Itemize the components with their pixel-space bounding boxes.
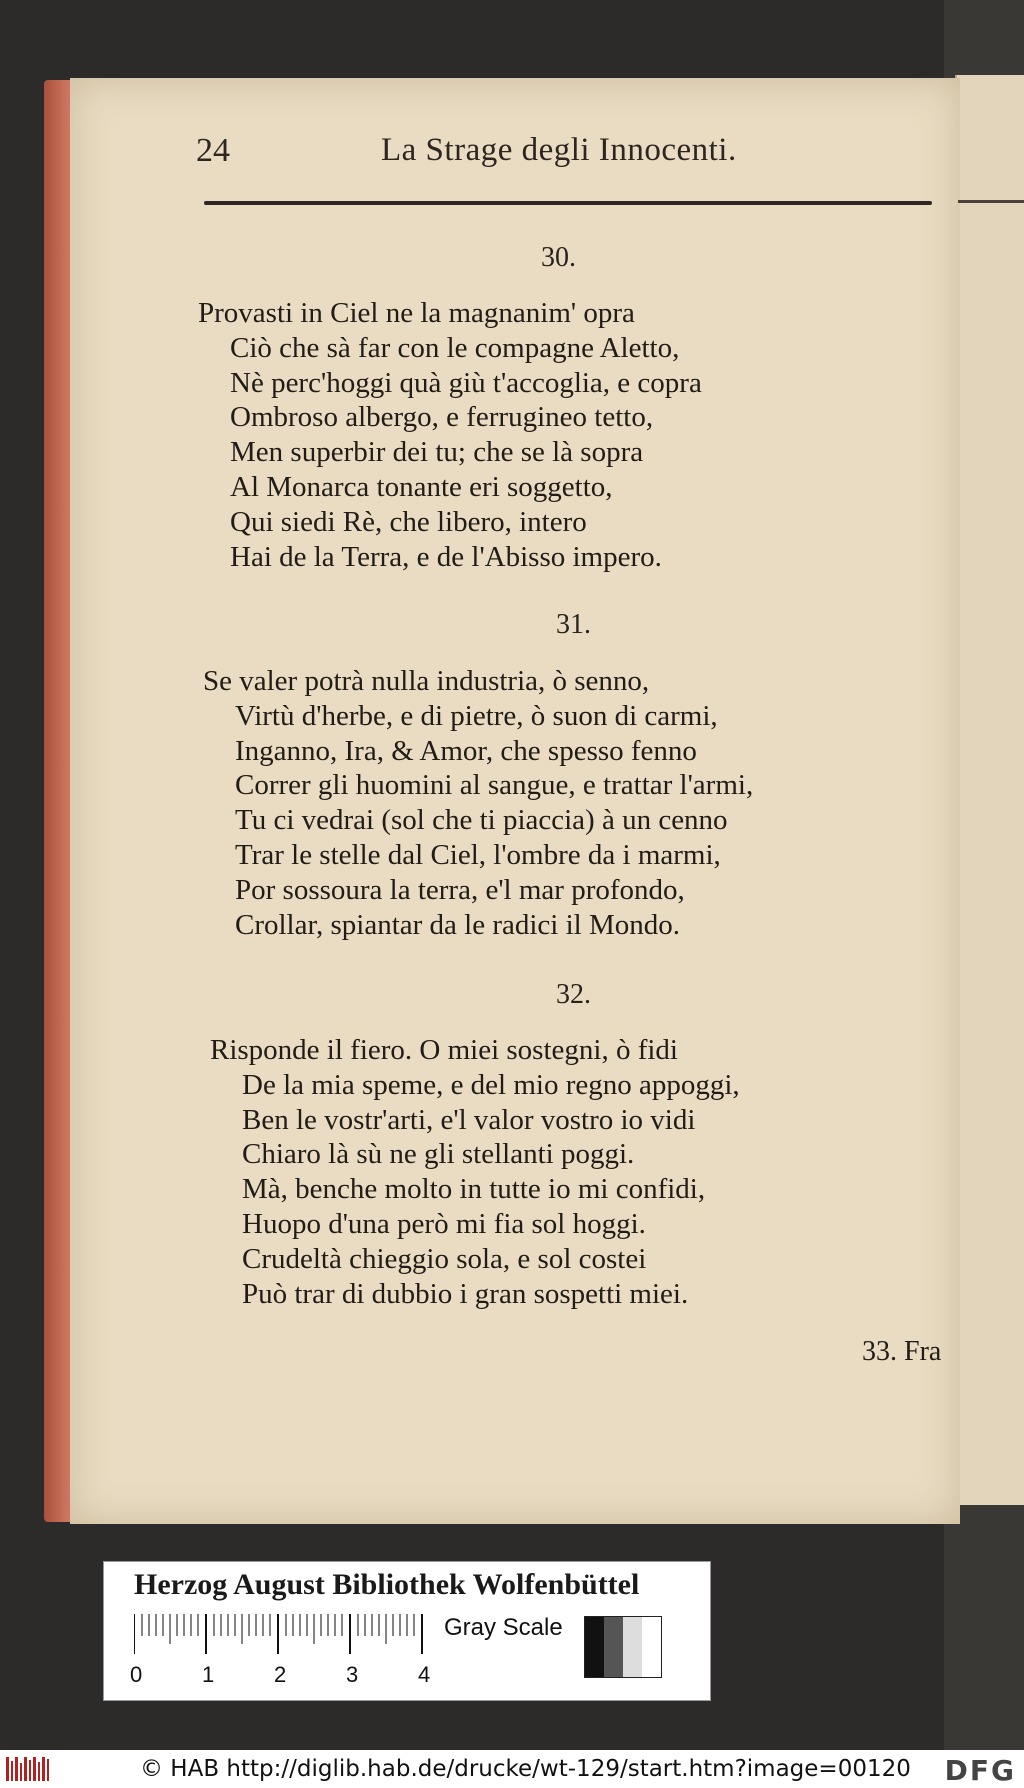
catchword: 33. Fra <box>862 1336 942 1367</box>
verse-line: Può trar di dubbio i gran sospetti miei. <box>242 1277 689 1310</box>
ruler-scale-icon <box>134 1614 434 1658</box>
stanza-number: 32. <box>556 979 591 1010</box>
library-scale-label <box>103 1561 711 1701</box>
verse-line: Provasti in Ciel ne la magnanim' opra <box>198 297 635 329</box>
hab-logo-icon <box>6 1755 50 1783</box>
verse-line: Se valer potrà nulla industria, ò senno, <box>203 665 650 697</box>
facing-page-edge <box>955 75 1024 1505</box>
ruler-number: 3 <box>346 1662 359 1687</box>
verse-line: Men superbir dei tu; che se là sopra <box>230 436 644 469</box>
stanza-30 <box>198 296 702 574</box>
verse-line: Huopo d'una però mi fia sol hoggi. <box>242 1207 646 1240</box>
verse-line: Risponde il fiero. O miei sostegni, ò fidi <box>210 1034 678 1066</box>
header-rule <box>204 201 932 205</box>
ruler-number: 4 <box>418 1662 431 1687</box>
verse-line: Tu ci vedrai (sol che ti piaccia) à un cenno <box>235 804 728 837</box>
verse-line: Ombroso albergo, e ferrugineo tetto, <box>230 401 654 434</box>
ruler-number: 0 <box>130 1662 143 1687</box>
verse-line: Al Monarca tonante eri soggetto, <box>230 470 613 503</box>
verse-line: Crollar, spiantar da le radici il Mondo. <box>235 908 680 941</box>
verse-line: Correr gli huomini al sangue, e trattar l'armi, <box>235 769 754 802</box>
verse-line: Hai de la Terra, e de l'Abisso impero. <box>230 540 662 573</box>
stanza-number: 31. <box>556 609 591 640</box>
stanza-31 <box>203 664 753 942</box>
gray-scale-label: Gray Scale <box>444 1614 563 1641</box>
verse-line: Ben le vostr'arti, e'l valor vostro io vidi <box>242 1103 696 1136</box>
facing-page-rule <box>958 200 1024 203</box>
page-number: 24 <box>196 132 230 169</box>
verse-line: Qui siedi Rè, che libero, intero <box>230 505 587 538</box>
ruler-number: 1 <box>202 1662 215 1687</box>
verse-line: Por sossoura la terra, e'l mar profondo, <box>235 873 685 906</box>
running-head-title: La Strage degli Innocenti. <box>381 132 737 168</box>
footer-copyright-url[interactable]: © HAB http://diglib.hab.de/drucke/wt-129/start.htm?image=00120 <box>140 1756 911 1782</box>
stanza-32 <box>210 1033 740 1311</box>
verse-line: Ciò che sà far con le compagne Aletto, <box>230 331 680 364</box>
verse-line: Mà, benche molto in tutte io mi confidi, <box>242 1173 706 1206</box>
verse-line: Inganno, Ira, & Amor, che spesso fenno <box>235 734 697 767</box>
verse-line: Trar le stelle dal Ciel, l'ombre da i marmi, <box>235 838 721 871</box>
verse-line: Virtù d'herbe, e di pietre, ò suon di carmi, <box>235 699 718 732</box>
verse-line: De la mia speme, e del mio regno appoggi, <box>242 1068 740 1101</box>
verse-line: Nè perc'hoggi quà giù t'accoglia, e copra <box>230 366 702 399</box>
ruler-number: 2 <box>274 1662 287 1687</box>
verse-line: Chiaro là sù ne gli stellanti poggi. <box>242 1138 635 1171</box>
footer-bar <box>0 1750 1024 1788</box>
dfg-logo: DFG <box>944 1754 1016 1787</box>
gray-scale-swatches <box>584 1616 662 1678</box>
stanza-number: 30. <box>541 242 576 273</box>
running-head <box>196 132 936 180</box>
verse-line: Crudeltà chieggio sola, e sol costei <box>242 1242 647 1275</box>
library-name: Herzog August Bibliothek Wolfenbüttel <box>134 1568 640 1601</box>
